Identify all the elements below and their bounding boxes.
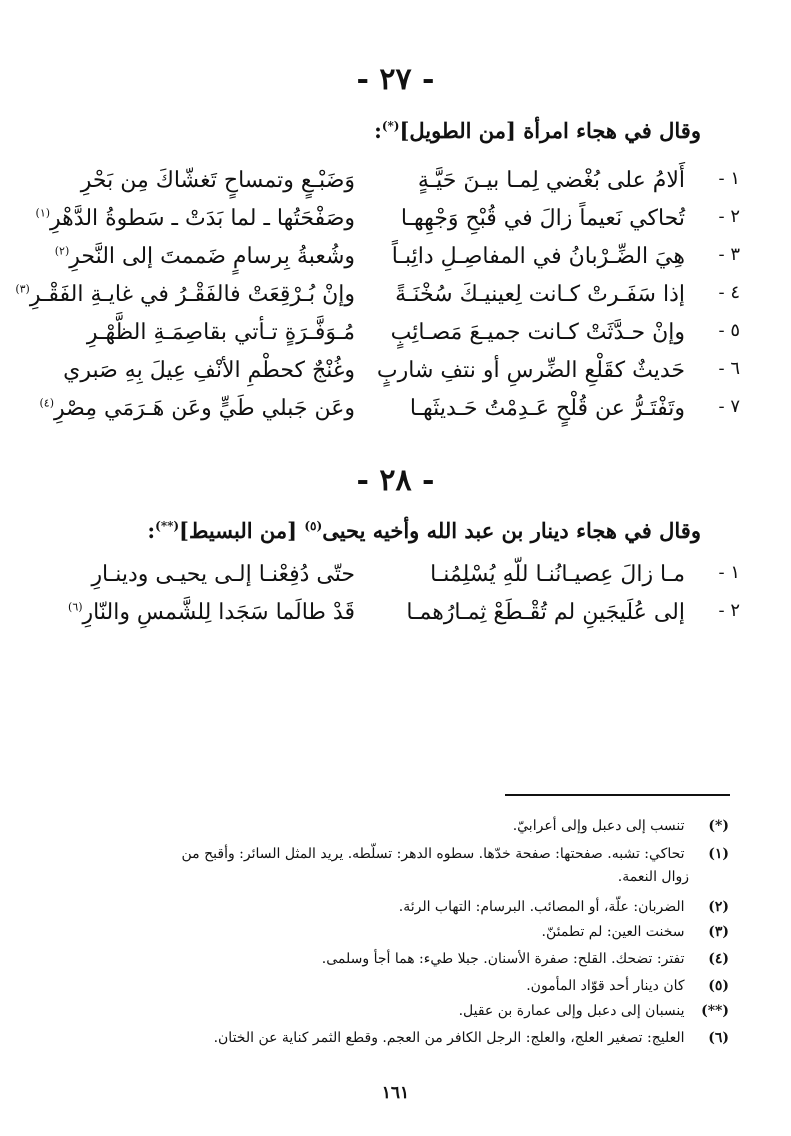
verse-line	[40, 320, 740, 358]
footnote-mark: (*)	[708, 818, 729, 834]
poem-number: - ٢٧ -	[356, 62, 435, 97]
verse-line	[35, 206, 740, 244]
footnote-text-continued: زوال النعمة.	[617, 869, 689, 885]
verse-number: ٢ -	[718, 206, 740, 227]
footnote-separator	[505, 794, 730, 796]
verse-footnote-mark: (٦)	[68, 600, 83, 614]
verse-line	[40, 600, 740, 638]
verse-first-hemistich: حَديثٌ كقَلْعِ الضِّرسِ أو نتفِ شاربٍ	[376, 358, 685, 383]
verse-line	[40, 244, 740, 282]
verse-number: ٦ -	[718, 358, 740, 379]
verse-first-hemistich: تُحاكي نَعيماً زالَ في قُبْحِ وَجْهِهـا	[400, 206, 685, 231]
verse-number: ١ -	[718, 168, 740, 189]
verse-footnote-mark: (١)	[35, 206, 51, 220]
footnote-text: ينسبان إلى دعبل وإلى عمارة بن عقيل.	[458, 1003, 685, 1019]
footnote	[49, 1027, 729, 1050]
intro-footnote-mark: (٥)	[304, 519, 323, 533]
footnote-mark: (٣)	[708, 924, 729, 940]
poem-intro	[147, 518, 701, 543]
verse-first-hemistich: وإنْ حـدَّثَتْ كـانت جميـعَ مَصـائِبٍ	[390, 320, 685, 345]
footnote-text: الضربان: علّة، أو المصائب. البرسام: التهاب الرئة.	[398, 899, 685, 915]
intro-meter: [من الطويل]	[399, 118, 516, 143]
verse-number: ٧ -	[718, 396, 740, 417]
footnote-text: تحاكي: تشبه. صفحتها: صفحة خدّها. سطوه الدهر: تسلّطه. يريد المثل السائر: وأقبح من	[181, 846, 685, 862]
footnote-mark: (٢)	[708, 899, 729, 915]
poem-number: - ٢٨ -	[356, 463, 435, 498]
verse-footnote-mark: (٣)	[15, 282, 30, 296]
verse-second-hemistich: وإنْ بُـرْقِعَتْ فالفَقْـرُ في غايـةِ الفَقْـرِ$^{(٣)}$	[15, 282, 355, 307]
verse-footnote-mark: (٤)	[39, 396, 55, 410]
footnote-text: كان دينار أحد قوّاد المأمون.	[526, 978, 685, 994]
footnote-text: العليج: تصغير العلج، والعلج: الرجل الكافر من العجم. وقطع الثمر كناية عن الختان.	[213, 1030, 685, 1046]
footnote-text: تفتر: تضحك. القلح: صفرة الأسنان. جبلا طيء: هما أجأ وسلمى.	[321, 951, 685, 967]
footnote-mark: (٤)	[708, 951, 729, 967]
footnote-text: سخنت العين: لم تطمئنّ.	[541, 924, 685, 940]
verse-number: ٢ -	[718, 600, 740, 621]
verse-line	[40, 168, 740, 206]
intro-text: وقال في هجاء دينار بن عبد الله وأخيه يحيى	[322, 518, 701, 543]
verse-first-hemistich: هِيَ الضِّـرْبانُ في المفاصِـلِ دائِبـاً	[391, 244, 685, 269]
intro-text: وقال في هجاء امرأة	[523, 118, 701, 143]
verse-number: ٤ -	[718, 282, 740, 303]
verse-footnote-mark: (٢)	[54, 244, 70, 258]
page-number: ١٦١	[381, 1083, 410, 1103]
intro-footnote-mark: (*)	[381, 119, 400, 133]
intro-footnote-mark: (**)	[155, 519, 180, 533]
verse-first-hemistich: مـا زالَ عِصيـانُنـا للّهِ يُسْلِمُنـا	[430, 562, 685, 587]
verse-first-hemistich: أَلامُ على بُغْضي لِمـا بيـنَ حَيَّـةٍ	[417, 168, 685, 193]
footnote-mark: (**)	[701, 1003, 729, 1019]
verse-second-hemistich: وَضَبْـعٍ وتمساحٍ تَغشّاكَ مِن بَحْرِ	[80, 168, 355, 193]
footnote	[49, 1000, 729, 1023]
footnote	[49, 948, 729, 971]
footnote-mark: (٦)	[708, 1030, 729, 1046]
footnote	[49, 815, 729, 838]
verse-line	[40, 562, 740, 600]
footnote-text: تنسب إلى دعبل وإلى أعرابيّ.	[512, 818, 685, 834]
verse-second-hemistich: حتّى دُفِعْنـا إلـى يحيـى ودينـارِ	[91, 562, 355, 587]
verse-second-hemistich: مُـوَفَّـرَةٍ تـأتي بقاصِمَـةِ الظَّهْـرِ	[86, 320, 355, 345]
verse-line	[15, 282, 740, 320]
footnote-mark: (٥)	[708, 978, 729, 994]
verse-second-hemistich: وشُعبةُ بِرسامٍ ضَممتَ إلى النَّحرِ$^{(٢)}$	[54, 244, 355, 269]
footnote	[49, 896, 729, 919]
verse-second-hemistich: وصَفْحَتُها ـ لما بَدَتْ ـ سَطوةُ الدَّهْرِ$^{(١)}$	[35, 206, 355, 231]
intro-colon: :	[374, 118, 382, 143]
verse-first-hemistich: إذا سَفَـرتْ كـانت لِعينيـكَ سُخْنَـةً	[395, 282, 685, 307]
footnote-mark: (١)	[708, 846, 729, 862]
verse-first-hemistich: إلى عُلَيجَينِ لم تُقْـطَعْ ثِمـارُهمـا	[406, 600, 685, 625]
verse-second-hemistich: وعَن جَبلي طَيٍّ وعَن هَـرَمَي مِصْرِ$^{(٤)}$	[39, 396, 355, 421]
verse-number: ٥ -	[718, 320, 740, 341]
intro-meter: [من البسيط]	[179, 518, 298, 543]
footnote	[49, 921, 729, 944]
footnote	[49, 975, 729, 998]
verse-second-hemistich: وغُنْجٌ كحطْمِ الأنْفِ عِيلَ بِهِ صَبري	[63, 358, 355, 383]
verse-number: ٣ -	[718, 244, 740, 265]
verse-first-hemistich: وتَفْتَـرُّ عن قُلْحٍ عَـدِمْتُ حَـديثَهـا	[409, 396, 685, 421]
verse-line	[40, 358, 740, 396]
verse-number: ١ -	[718, 562, 740, 583]
intro-colon: :	[147, 518, 156, 543]
poem-intro	[374, 118, 701, 143]
verse-line	[40, 396, 740, 434]
footnote	[49, 843, 729, 889]
verse-second-hemistich: قَدْ طالَما سَجَدا لِلشَّمسِ والنّارِ$^{(٦)}$	[68, 600, 355, 625]
